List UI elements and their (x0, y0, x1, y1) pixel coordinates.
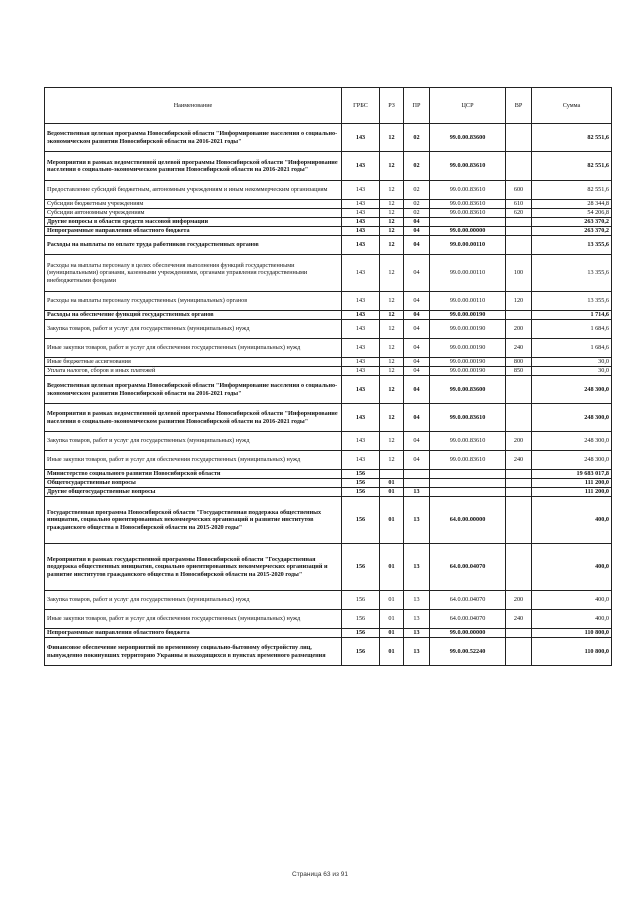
cell-rz: 01 (380, 629, 404, 638)
cell-sum: 19 683 017,8 (532, 470, 612, 479)
cell-pr: 13 (404, 497, 430, 544)
cell-sum: 82 551,6 (532, 124, 612, 152)
cell-pr: 04 (404, 227, 430, 236)
cell-grbs: 156 (342, 638, 380, 666)
cell-sum: 111 200,0 (532, 488, 612, 497)
cell-vr (506, 544, 532, 591)
cell-sum: 1 714,6 (532, 311, 612, 320)
cell-rz: 12 (380, 227, 404, 236)
cell-pr: 04 (404, 292, 430, 311)
cell-name: Ведомственная целевая программа Новосибирской области "Информирование населения о социально-экономическом развитии Новосибирской области на 2016-2021 годы" (45, 124, 342, 152)
cell-pr: 04 (404, 376, 430, 404)
cell-rz: 12 (380, 404, 404, 432)
budget-table (44, 87, 612, 666)
table-row (45, 200, 612, 209)
cell-grbs: 156 (342, 629, 380, 638)
cell-csr: 99.0.00.00190 (430, 311, 506, 320)
cell-csr: 99.0.00.83610 (430, 181, 506, 200)
cell-sum: 111 200,0 (532, 479, 612, 488)
cell-grbs: 156 (342, 479, 380, 488)
cell-grbs: 156 (342, 544, 380, 591)
table-row (45, 358, 612, 367)
table-row (45, 432, 612, 451)
cell-sum: 82 551,6 (532, 152, 612, 181)
header-vr: ВР (506, 88, 532, 124)
table-row (45, 209, 612, 218)
cell-name: Расходы на обеспечение функций государственных органов (45, 311, 342, 320)
cell-rz: 12 (380, 451, 404, 470)
cell-grbs: 143 (342, 181, 380, 200)
cell-name: Мероприятия в рамках ведомственной целевой программы Новосибирской области "Информирование населения о социально-экономическом развитии Новосибирской области на 2016-2021 годы" (45, 404, 342, 432)
cell-csr (430, 470, 506, 479)
cell-grbs: 143 (342, 152, 380, 181)
cell-vr (506, 497, 532, 544)
cell-vr: 610 (506, 200, 532, 209)
cell-csr: 99.0.00.83610 (430, 209, 506, 218)
cell-sum: 400,0 (532, 544, 612, 591)
page-number: Страница 63 из 91 (292, 871, 348, 878)
cell-rz: 12 (380, 236, 404, 255)
cell-grbs: 143 (342, 404, 380, 432)
cell-csr: 99.0.00.00000 (430, 227, 506, 236)
cell-name: Иные закупки товаров, работ и услуг для обеспечения государственных (муниципальных) нужд (45, 339, 342, 358)
cell-sum: 13 355,6 (532, 292, 612, 311)
cell-name: Государственная программа Новосибирской области "Государственная поддержка общественных инициатив, социально ориентированных некоммерческих организаций и развитие институтов гражданского общества в Новосибирской области на 2015-2020 годы" (45, 497, 342, 544)
cell-name: Иные закупки товаров, работ и услуг для обеспечения государственных (муниципальных) нужд (45, 610, 342, 629)
cell-grbs: 156 (342, 470, 380, 479)
cell-name: Закупка товаров, работ и услуг для государственных (муниципальных) нужд (45, 432, 342, 451)
table-row (45, 311, 612, 320)
table-row (45, 152, 612, 181)
cell-vr (506, 488, 532, 497)
cell-csr: 99.0.00.83610 (430, 432, 506, 451)
table-row (45, 227, 612, 236)
cell-rz: 12 (380, 320, 404, 339)
cell-csr: 99.0.00.83610 (430, 200, 506, 209)
cell-sum: 28 344,8 (532, 200, 612, 209)
cell-rz: 12 (380, 181, 404, 200)
cell-grbs: 143 (342, 376, 380, 404)
cell-rz: 01 (380, 638, 404, 666)
cell-sum: 1 684,6 (532, 339, 612, 358)
cell-csr: 99.0.00.83600 (430, 124, 506, 152)
cell-vr (506, 218, 532, 227)
cell-sum: 13 355,6 (532, 236, 612, 255)
cell-grbs: 143 (342, 358, 380, 367)
cell-grbs: 156 (342, 488, 380, 497)
table-row (45, 320, 612, 339)
cell-grbs: 143 (342, 209, 380, 218)
cell-name: Расходы на выплаты по оплате труда работников государственных органов (45, 236, 342, 255)
cell-pr: 13 (404, 488, 430, 497)
table-row (45, 488, 612, 497)
cell-pr: 02 (404, 124, 430, 152)
cell-vr (506, 376, 532, 404)
table-row (45, 218, 612, 227)
cell-pr: 04 (404, 367, 430, 376)
table-row (45, 451, 612, 470)
header-name: Наименование (45, 88, 342, 124)
cell-vr: 200 (506, 432, 532, 451)
cell-sum: 82 551,6 (532, 181, 612, 200)
cell-rz: 12 (380, 255, 404, 292)
cell-grbs: 143 (342, 200, 380, 209)
cell-grbs: 143 (342, 320, 380, 339)
cell-rz: 01 (380, 479, 404, 488)
cell-pr: 13 (404, 591, 430, 610)
cell-vr: 240 (506, 339, 532, 358)
cell-rz: 12 (380, 218, 404, 227)
cell-pr: 04 (404, 432, 430, 451)
cell-grbs: 143 (342, 227, 380, 236)
cell-name: Общегосударственные вопросы (45, 479, 342, 488)
cell-sum: 248 300,0 (532, 451, 612, 470)
cell-csr: 99.0.00.00190 (430, 367, 506, 376)
cell-sum: 1 684,6 (532, 320, 612, 339)
cell-name: Расходы на выплаты персоналу в целях обеспечения выполнения функций государственными (муниципальными) органами, казенными учреждениями, органами управления государственными внебюджетными фондами (45, 255, 342, 292)
cell-csr: 99.0.00.83610 (430, 404, 506, 432)
cell-csr: 99.0.00.00190 (430, 320, 506, 339)
cell-pr: 04 (404, 451, 430, 470)
cell-name: Мероприятия в рамках государственной программы Новосибирской области "Государственная поддержка общественных инициатив, социально ориентированных некоммерческих организаций и развитие институтов гражданского общества в Новосибирской области на 2015-2020 годы" (45, 544, 342, 591)
table-row (45, 479, 612, 488)
cell-csr: 99.0.00.00000 (430, 629, 506, 638)
table-row (45, 470, 612, 479)
cell-sum: 248 300,0 (532, 404, 612, 432)
cell-vr: 620 (506, 209, 532, 218)
cell-grbs: 143 (342, 451, 380, 470)
table-row (45, 236, 612, 255)
cell-csr (430, 218, 506, 227)
cell-pr: 04 (404, 255, 430, 292)
cell-rz: 12 (380, 311, 404, 320)
cell-csr: 99.0.00.83610 (430, 152, 506, 181)
cell-sum: 30,0 (532, 358, 612, 367)
cell-pr (404, 470, 430, 479)
cell-grbs: 143 (342, 367, 380, 376)
cell-csr: 99.0.00.00190 (430, 358, 506, 367)
cell-grbs: 143 (342, 432, 380, 451)
cell-rz: 12 (380, 124, 404, 152)
cell-name: Непрограммные направления областного бюджета (45, 629, 342, 638)
cell-rz: 12 (380, 339, 404, 358)
cell-pr: 02 (404, 200, 430, 209)
cell-name: Уплата налогов, сборов и иных платежей (45, 367, 342, 376)
cell-sum: 248 300,0 (532, 376, 612, 404)
cell-grbs: 156 (342, 497, 380, 544)
cell-grbs: 143 (342, 124, 380, 152)
header-csr: ЦСР (430, 88, 506, 124)
cell-vr: 800 (506, 358, 532, 367)
cell-vr: 200 (506, 591, 532, 610)
cell-name: Предоставление субсидий бюджетным, автономным учреждениям и иным некоммерческим организациям (45, 181, 342, 200)
cell-csr: 99.0.00.00190 (430, 339, 506, 358)
cell-vr (506, 470, 532, 479)
cell-pr: 13 (404, 610, 430, 629)
cell-rz: 12 (380, 432, 404, 451)
cell-grbs: 143 (342, 236, 380, 255)
cell-name: Другие общегосударственные вопросы (45, 488, 342, 497)
cell-vr: 240 (506, 451, 532, 470)
cell-pr: 04 (404, 311, 430, 320)
cell-vr (506, 404, 532, 432)
table-body (45, 124, 612, 666)
cell-rz (380, 470, 404, 479)
cell-csr (430, 479, 506, 488)
cell-grbs: 143 (342, 339, 380, 358)
cell-name: Иные бюджетные ассигнования (45, 358, 342, 367)
cell-csr: 64.0.00.04070 (430, 591, 506, 610)
cell-vr: 200 (506, 320, 532, 339)
table-header-row (45, 88, 612, 124)
table-row (45, 292, 612, 311)
cell-vr: 120 (506, 292, 532, 311)
cell-rz: 12 (380, 152, 404, 181)
cell-csr: 99.0.00.83600 (430, 376, 506, 404)
cell-name: Субсидии автономным учреждениям (45, 209, 342, 218)
cell-grbs: 143 (342, 292, 380, 311)
cell-pr: 02 (404, 152, 430, 181)
cell-vr (506, 479, 532, 488)
cell-name: Закупка товаров, работ и услуг для государственных (муниципальных) нужд (45, 320, 342, 339)
cell-sum: 400,0 (532, 610, 612, 629)
cell-pr: 02 (404, 209, 430, 218)
table-row (45, 544, 612, 591)
cell-vr: 600 (506, 181, 532, 200)
table-row (45, 255, 612, 292)
cell-sum: 248 300,0 (532, 432, 612, 451)
table-row (45, 404, 612, 432)
cell-name: Иные закупки товаров, работ и услуг для обеспечения государственных (муниципальных) нужд (45, 451, 342, 470)
table-row (45, 339, 612, 358)
cell-rz: 12 (380, 209, 404, 218)
cell-rz: 01 (380, 488, 404, 497)
cell-sum: 400,0 (532, 497, 612, 544)
cell-grbs: 156 (342, 591, 380, 610)
cell-vr (506, 311, 532, 320)
table-row (45, 591, 612, 610)
cell-sum: 263 370,2 (532, 218, 612, 227)
cell-rz: 01 (380, 591, 404, 610)
cell-name: Финансовое обеспечение мероприятий по временному социально-бытовому обустройству лиц, вынужденно покинувших территорию Украины и находящихся в пунктах временного размещения (45, 638, 342, 666)
table-row (45, 629, 612, 638)
cell-vr (506, 124, 532, 152)
cell-pr: 04 (404, 236, 430, 255)
cell-vr (506, 629, 532, 638)
cell-vr: 100 (506, 255, 532, 292)
cell-pr (404, 479, 430, 488)
cell-csr: 99.0.00.00110 (430, 292, 506, 311)
cell-name: Министерство социального развития Новосибирской области (45, 470, 342, 479)
cell-rz: 12 (380, 292, 404, 311)
table-row (45, 610, 612, 629)
cell-name: Субсидии бюджетным учреждениям (45, 200, 342, 209)
cell-sum: 13 355,6 (532, 255, 612, 292)
cell-name: Расходы на выплаты персоналу государственных (муниципальных) органов (45, 292, 342, 311)
cell-sum: 30,0 (532, 367, 612, 376)
cell-csr: 64.0.00.00000 (430, 497, 506, 544)
cell-csr: 64.0.00.04070 (430, 610, 506, 629)
cell-grbs: 143 (342, 311, 380, 320)
header-sum: Сумма (532, 88, 612, 124)
cell-name: Закупка товаров, работ и услуг для государственных (муниципальных) нужд (45, 591, 342, 610)
cell-pr: 04 (404, 358, 430, 367)
cell-pr: 13 (404, 629, 430, 638)
cell-name: Непрограммные направления областного бюджета (45, 227, 342, 236)
cell-pr: 04 (404, 218, 430, 227)
cell-pr: 13 (404, 544, 430, 591)
cell-csr: 99.0.00.00110 (430, 236, 506, 255)
cell-csr (430, 488, 506, 497)
header-grbs: ГРБС (342, 88, 380, 124)
cell-rz: 12 (380, 376, 404, 404)
cell-rz: 12 (380, 367, 404, 376)
cell-pr: 04 (404, 339, 430, 358)
cell-csr: 99.0.00.52240 (430, 638, 506, 666)
cell-sum: 263 370,2 (532, 227, 612, 236)
cell-vr (506, 236, 532, 255)
table-row (45, 638, 612, 666)
cell-vr (506, 152, 532, 181)
cell-csr: 99.0.00.00110 (430, 255, 506, 292)
cell-vr (506, 227, 532, 236)
cell-name: Другие вопросы в области средств массовой информации (45, 218, 342, 227)
table-row (45, 181, 612, 200)
table-row (45, 124, 612, 152)
cell-rz: 12 (380, 200, 404, 209)
cell-pr: 04 (404, 320, 430, 339)
cell-sum: 400,0 (532, 591, 612, 610)
budget-table-container (44, 87, 611, 666)
cell-vr: 850 (506, 367, 532, 376)
cell-sum: 54 206,8 (532, 209, 612, 218)
cell-name: Мероприятия в рамках ведомственной целевой программы Новосибирской области "Информирование населения о социально-экономическом развитии Новосибирской области на 2016-2021 годы" (45, 152, 342, 181)
cell-pr: 04 (404, 404, 430, 432)
cell-grbs: 143 (342, 255, 380, 292)
cell-pr: 13 (404, 638, 430, 666)
cell-vr: 240 (506, 610, 532, 629)
cell-grbs: 156 (342, 610, 380, 629)
table-row (45, 376, 612, 404)
cell-name: Ведомственная целевая программа Новосибирской области "Информирование населения о социально-экономическом развитии Новосибирской области на 2016-2021 годы" (45, 376, 342, 404)
cell-rz: 01 (380, 497, 404, 544)
cell-csr: 64.0.00.04070 (430, 544, 506, 591)
cell-sum: 110 800,0 (532, 638, 612, 666)
cell-sum: 110 800,0 (532, 629, 612, 638)
cell-rz: 01 (380, 544, 404, 591)
cell-rz: 12 (380, 358, 404, 367)
cell-vr (506, 638, 532, 666)
cell-grbs: 143 (342, 218, 380, 227)
cell-rz: 01 (380, 610, 404, 629)
table-row (45, 367, 612, 376)
cell-csr: 99.0.00.83610 (430, 451, 506, 470)
cell-pr: 02 (404, 181, 430, 200)
header-pr: ПР (404, 88, 430, 124)
header-rz: РЗ (380, 88, 404, 124)
table-row (45, 497, 612, 544)
